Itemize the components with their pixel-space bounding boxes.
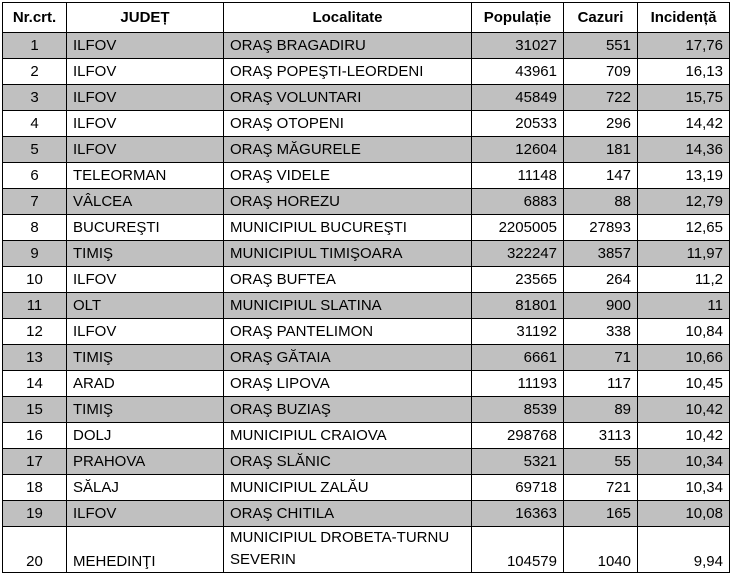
cell-nr: 13: [3, 345, 67, 371]
cell-populatie: 5321: [472, 449, 564, 475]
cell-nr: 11: [3, 293, 67, 319]
cell-localitate: MUNICIPIUL BUCUREŞTI: [224, 215, 472, 241]
cell-localitate: ORAŞ VOLUNTARI: [224, 85, 472, 111]
cell-nr: 7: [3, 189, 67, 215]
cell-judet: ILFOV: [67, 137, 224, 163]
header-populatie: Populație: [472, 3, 564, 33]
cell-incidenta: 10,42: [638, 423, 730, 449]
table-row: [3, 501, 730, 527]
cell-localitate: ORAŞ LIPOVA: [224, 371, 472, 397]
cell-nr: 9: [3, 241, 67, 267]
cell-incidenta: 12,65: [638, 215, 730, 241]
cell-nr: 20: [3, 527, 67, 573]
cell-incidenta: 16,13: [638, 59, 730, 85]
cell-nr: 4: [3, 111, 67, 137]
header-localitate: Localitate: [224, 3, 472, 33]
cell-localitate: ORAŞ MĂGURELE: [224, 137, 472, 163]
cell-localitate: MUNICIPIUL TIMIŞOARA: [224, 241, 472, 267]
table-row: [3, 215, 730, 241]
cell-incidenta: 10,45: [638, 371, 730, 397]
header-cazuri: Cazuri: [564, 3, 638, 33]
cell-populatie: 322247: [472, 241, 564, 267]
table-row: [3, 33, 730, 59]
table-row: [3, 527, 730, 573]
cell-nr: 1: [3, 33, 67, 59]
cell-judet: DOLJ: [67, 423, 224, 449]
cell-cazuri: 55: [564, 449, 638, 475]
cell-cazuri: 3857: [564, 241, 638, 267]
cell-incidenta: 15,75: [638, 85, 730, 111]
cell-cazuri: 147: [564, 163, 638, 189]
header-nr: Nr.crt.: [3, 3, 67, 33]
cell-localitate: ORAŞ OTOPENI: [224, 111, 472, 137]
cell-cazuri: 900: [564, 293, 638, 319]
cell-cazuri: 27893: [564, 215, 638, 241]
cell-localitate: ORAŞ GĂTAIA: [224, 345, 472, 371]
cell-judet: ARAD: [67, 371, 224, 397]
cell-incidenta: 11,97: [638, 241, 730, 267]
cell-populatie: 298768: [472, 423, 564, 449]
cell-localitate: ORAŞ PANTELIMON: [224, 319, 472, 345]
cell-cazuri: 721: [564, 475, 638, 501]
cell-populatie: 6661: [472, 345, 564, 371]
cell-populatie: 69718: [472, 475, 564, 501]
cell-cazuri: 551: [564, 33, 638, 59]
cell-cazuri: 338: [564, 319, 638, 345]
cell-incidenta: 10,42: [638, 397, 730, 423]
cell-nr: 12: [3, 319, 67, 345]
cell-incidenta: 13,19: [638, 163, 730, 189]
cell-cazuri: 296: [564, 111, 638, 137]
cell-judet: ILFOV: [67, 501, 224, 527]
table-row: [3, 267, 730, 293]
cell-populatie: 31027: [472, 33, 564, 59]
table-row: [3, 111, 730, 137]
cell-incidenta: 10,84: [638, 319, 730, 345]
cell-cazuri: 722: [564, 85, 638, 111]
cell-judet: VÂLCEA: [67, 189, 224, 215]
cell-populatie: 43961: [472, 59, 564, 85]
cell-localitate: MUNICIPIUL ZALĂU: [224, 475, 472, 501]
cell-localitate: ORAŞ SLĂNIC: [224, 449, 472, 475]
cell-judet: ILFOV: [67, 85, 224, 111]
header-row: [3, 3, 730, 33]
cell-populatie: 16363: [472, 501, 564, 527]
cell-localitate: ORAŞ BUZIAŞ: [224, 397, 472, 423]
cell-incidenta: 17,76: [638, 33, 730, 59]
cell-incidenta: 10,34: [638, 475, 730, 501]
cell-cazuri: 89: [564, 397, 638, 423]
cell-nr: 2: [3, 59, 67, 85]
cell-populatie: 104579: [472, 527, 564, 573]
cell-judet: TIMIŞ: [67, 241, 224, 267]
cell-populatie: 2205005: [472, 215, 564, 241]
cell-incidenta: 11,2: [638, 267, 730, 293]
cell-nr: 19: [3, 501, 67, 527]
cell-cazuri: 165: [564, 501, 638, 527]
cell-populatie: 11148: [472, 163, 564, 189]
cell-localitate: MUNICIPIUL DROBETA-TURNU SEVERIN: [224, 527, 472, 573]
table-row: [3, 163, 730, 189]
cell-cazuri: 88: [564, 189, 638, 215]
cell-judet: PRAHOVA: [67, 449, 224, 475]
cell-populatie: 8539: [472, 397, 564, 423]
cell-populatie: 23565: [472, 267, 564, 293]
cell-nr: 6: [3, 163, 67, 189]
cell-judet: TELEORMAN: [67, 163, 224, 189]
cell-populatie: 20533: [472, 111, 564, 137]
cell-nr: 3: [3, 85, 67, 111]
cell-judet: ILFOV: [67, 319, 224, 345]
cell-populatie: 81801: [472, 293, 564, 319]
cell-judet: OLT: [67, 293, 224, 319]
cell-judet: TIMIŞ: [67, 397, 224, 423]
table-row: [3, 345, 730, 371]
cell-judet: BUCUREŞTI: [67, 215, 224, 241]
table-row: [3, 449, 730, 475]
cell-incidenta: 11: [638, 293, 730, 319]
cell-localitate: MUNICIPIUL SLATINA: [224, 293, 472, 319]
cell-cazuri: 71: [564, 345, 638, 371]
cell-localitate: ORAŞ POPEŞTI-LEORDENI: [224, 59, 472, 85]
cell-populatie: 12604: [472, 137, 564, 163]
cell-judet: ILFOV: [67, 111, 224, 137]
cell-cazuri: 1040: [564, 527, 638, 573]
cell-incidenta: 14,36: [638, 137, 730, 163]
cell-nr: 17: [3, 449, 67, 475]
table-row: [3, 371, 730, 397]
table-row: [3, 241, 730, 267]
cell-nr: 16: [3, 423, 67, 449]
cell-cazuri: 709: [564, 59, 638, 85]
table-row: [3, 59, 730, 85]
cell-populatie: 45849: [472, 85, 564, 111]
cell-nr: 15: [3, 397, 67, 423]
cell-incidenta: 10,08: [638, 501, 730, 527]
cell-nr: 14: [3, 371, 67, 397]
cell-judet: TIMIŞ: [67, 345, 224, 371]
cell-nr: 8: [3, 215, 67, 241]
cell-populatie: 11193: [472, 371, 564, 397]
header-judet: JUDEȚ: [67, 3, 224, 33]
cell-judet: SĂLAJ: [67, 475, 224, 501]
cell-incidenta: 10,34: [638, 449, 730, 475]
cell-nr: 5: [3, 137, 67, 163]
table-row: [3, 85, 730, 111]
cell-incidenta: 9,94: [638, 527, 730, 573]
cell-judet: MEHEDINŢI: [67, 527, 224, 573]
cell-judet: ILFOV: [67, 267, 224, 293]
cell-cazuri: 264: [564, 267, 638, 293]
cell-localitate: ORAŞ HOREZU: [224, 189, 472, 215]
table-row: [3, 293, 730, 319]
table-row: [3, 397, 730, 423]
incidence-table: [2, 2, 730, 573]
cell-nr: 18: [3, 475, 67, 501]
cell-cazuri: 3113: [564, 423, 638, 449]
cell-cazuri: 117: [564, 371, 638, 397]
cell-localitate: ORAŞ VIDELE: [224, 163, 472, 189]
cell-localitate: ORAŞ CHITILA: [224, 501, 472, 527]
cell-localitate: MUNICIPIUL CRAIOVA: [224, 423, 472, 449]
cell-judet: ILFOV: [67, 59, 224, 85]
table-row: [3, 189, 730, 215]
cell-judet: ILFOV: [67, 33, 224, 59]
cell-populatie: 6883: [472, 189, 564, 215]
cell-incidenta: 10,66: [638, 345, 730, 371]
cell-incidenta: 12,79: [638, 189, 730, 215]
header-incidenta: Incidență: [638, 3, 730, 33]
cell-cazuri: 181: [564, 137, 638, 163]
cell-nr: 10: [3, 267, 67, 293]
table-row: [3, 319, 730, 345]
table-row: [3, 423, 730, 449]
cell-localitate: ORAŞ BUFTEA: [224, 267, 472, 293]
cell-localitate: ORAŞ BRAGADIRU: [224, 33, 472, 59]
table-row: [3, 137, 730, 163]
cell-incidenta: 14,42: [638, 111, 730, 137]
cell-populatie: 31192: [472, 319, 564, 345]
table-row: [3, 475, 730, 501]
